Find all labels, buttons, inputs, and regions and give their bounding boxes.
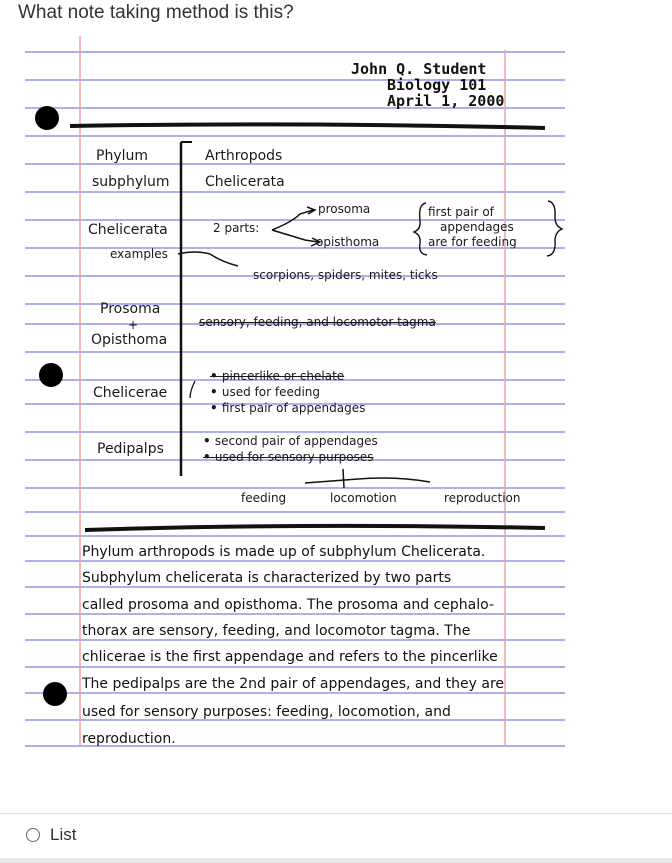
header-divider [70,124,545,128]
note-reproduction: reproduction [444,491,521,505]
note-chelicerae-bullet-3: • first pair of appendages [210,402,365,414]
binder-hole [43,682,67,706]
note-first-pair-line2: appendages [440,220,514,234]
note-examples-list: scorpions, spiders, mites, ticks [253,268,438,282]
option-divider [0,813,672,814]
summary-line-3: called prosoma and opisthoma. The prosoma and cephalo- [82,597,495,613]
note-prosoma: prosoma [318,202,371,216]
cue-pedipalps: Pedipalps [97,441,164,457]
answer-option-list[interactable] [26,824,76,846]
binder-hole [39,363,63,387]
cue-subphylum: subphylum [92,174,170,190]
cue-plus: + [128,318,139,332]
student-name: John Q. Student [351,60,487,78]
note-first-pair-line1: first pair of [428,205,494,219]
summary-line-2: Subphylum chelicerata is characterized by two parts [82,570,452,586]
summary-line-6: The pedipalps are the 2nd pair of appendages, and they are [82,676,505,692]
note-chelicerata: Chelicerata [205,174,285,190]
note-chelicerae-bullet-2: • used for feeding [210,386,320,398]
note-arthropods: Arthropods [205,148,283,164]
radio-button[interactable] [26,828,40,842]
answer-option-label[interactable]: List [50,825,77,844]
binder-hole [35,106,59,130]
summary-line-5: chlicerae is the first appendage and refers to the pincerlike [82,649,498,665]
question-text: What note taking method is this? [18,2,294,23]
note-locomotion: locomotion [330,491,397,505]
summary-line-7: used for sensory purposes: feeding, locomotion, and [82,704,451,720]
cue-examples: examples [110,247,168,261]
note-pedipalps-bullet-2: • used for sensory purposes [203,451,374,463]
note-date: April 1, 2000 [387,92,505,110]
cue-chelicerae: Chelicerae [93,385,168,401]
summary-divider [85,526,545,530]
summary-line-4: thorax are sensory, feeding, and locomotor tagma. The [82,623,471,639]
note-first-pair-line3: are for feeding [428,235,517,249]
cue-chelicerata: Chelicerata [88,222,168,238]
course-name: Biology 101 [387,76,487,94]
cue-prosoma: Prosoma [100,301,161,317]
note-image [0,36,672,796]
note-tagma: sensory, feeding, and locomotor tagma [199,315,436,329]
note-pedipalps-bullet-1: • second pair of appendages [203,435,378,447]
bottom-border [0,858,672,863]
note-chelicerae-bullet-1: • pincerlike or chelate [210,370,344,382]
cue-opisthoma: Opisthoma [91,332,168,348]
note-two-parts: 2 parts: [213,221,260,235]
note-feeding: feeding [241,491,287,505]
summary-line-8: reproduction. [82,731,176,747]
cue-phylum: Phylum [96,148,149,164]
summary-line-1: Phylum arthropods is made up of subphylum Chelicerata. [82,544,486,560]
note-opisthoma: opisthoma [316,235,380,249]
